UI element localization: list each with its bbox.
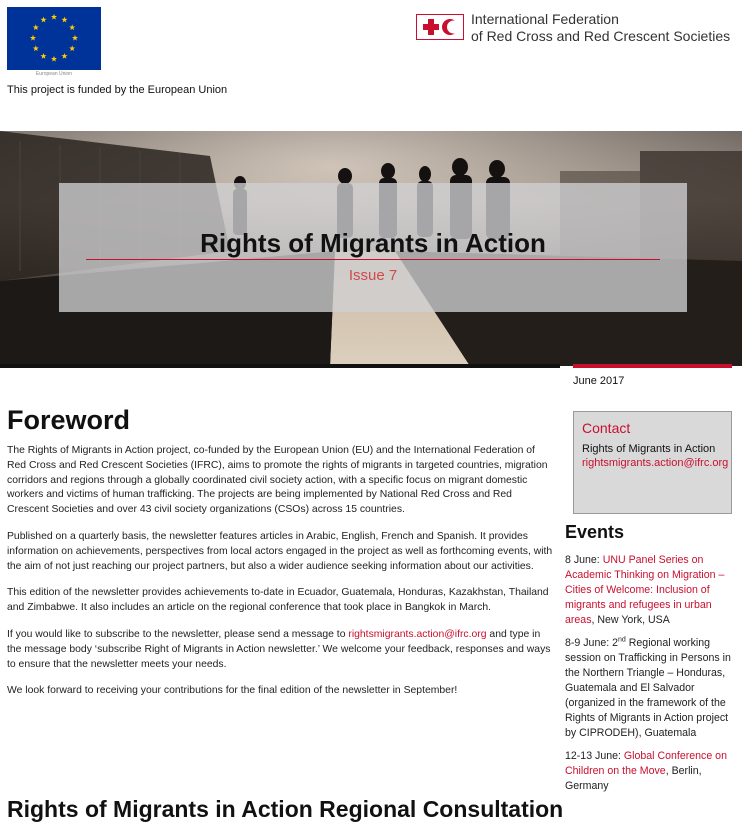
ifrc-name	[471, 11, 730, 45]
issue-number: Issue 7	[348, 267, 398, 284]
eu-star	[51, 14, 57, 20]
eu-star	[69, 24, 75, 30]
eu-star	[72, 35, 78, 41]
red-cross-crescent-icon	[416, 14, 464, 40]
event-date: 8-9 June: 2	[565, 637, 619, 649]
eu-logo	[7, 7, 101, 79]
contact-email-link[interactable]: rightsmigrants.action@ifrc.org	[582, 457, 729, 469]
eu-star	[40, 53, 46, 59]
event-link[interactable]: UNU Panel Series on Academic Thinking on Migration – Cities of Welcome: Inclusion of migrants and refugees in urban areas	[565, 554, 725, 626]
eu-stars-icon	[7, 7, 101, 70]
events-section	[565, 522, 735, 802]
foreword-paragraph-4	[7, 628, 555, 672]
contact-box	[573, 411, 732, 514]
eu-star	[69, 45, 75, 51]
event-link[interactable]: Global Conference on Children on the Move	[565, 750, 727, 777]
eu-star	[61, 17, 67, 23]
event-date: 12-13 June:	[565, 750, 624, 762]
contact-org: Rights of Migrants in Action	[582, 443, 716, 455]
foreword-section	[7, 404, 555, 711]
eu-star	[61, 53, 67, 59]
event-item	[565, 749, 735, 794]
ifrc-logo	[416, 11, 740, 45]
foreword-paragraph-1: The Rights of Migrants in Action project, co-funded by the European Union (EU) and the International Federation of Red Cross and Red Crescent Societies (IFRC), aims to promote the rights of migrants in targeted countries, migration corridors and regions through a globally coordinated civil society action, with a specific focus on migrant domestic workers and victims of human trafficking. The projects are being implemented by National Red Cross and Red Crescent Societies and over 43 civil society organizations (CSOs) across 15 countries.	[7, 445, 548, 516]
funded-note: This project is funded by the European Union	[7, 84, 228, 96]
ifrc-name-line1: International Federation	[471, 11, 619, 27]
eu-star	[51, 56, 57, 62]
event-item	[565, 636, 735, 741]
title-divider	[86, 259, 660, 260]
subscribe-text-after: and type in the message body ‘subscribe Right of Migrants in Action newsletter.’ We welcome your feedback, responses and ways to ensure that the newsletter meets your needs.	[7, 628, 551, 670]
eu-star	[33, 45, 39, 51]
eu-star	[40, 17, 46, 23]
event-location: , Berlin, Germany	[565, 765, 702, 792]
event-date: 8 June:	[565, 554, 603, 566]
hero-banner	[0, 131, 742, 366]
event-description: Regional working session on Trafficking in Persons in the Northern Triangle – Honduras, Guatemala and El Salvador (organized in the framework of the Rights of Migrants in Action project by CIPRODEH), Guatemala	[565, 637, 731, 739]
foreword-paragraph-3: This edition of the newsletter provides achievements to-date in Ecuador, Guatemala, Honduras, Kazakhstan, Thailand and Zimbabwe. It also includes an article on the regional conference that took place in Bangkok in March.	[7, 587, 549, 614]
hero-title-panel	[59, 183, 687, 312]
newsletter-title: Rights of Migrants in Action	[200, 228, 546, 258]
subscribe-text-before: If you would like to subscribe to the newsletter, please send a message to	[7, 628, 349, 640]
eu-star	[30, 35, 36, 41]
event-item	[565, 553, 735, 628]
subscribe-email-link[interactable]: rightsmigrants.action@ifrc.org	[348, 628, 487, 640]
foreword-paragraph-5: We look forward to receiving your contributions for the final edition of the newsletter in September!	[7, 685, 458, 697]
hero-bottom-bar	[0, 364, 560, 368]
event-location: , New York, USA	[591, 614, 670, 626]
eu-star	[33, 24, 39, 30]
consultation-heading: Rights of Migrants in Action Regional Consultation	[7, 796, 564, 822]
events-heading: Events	[565, 522, 625, 542]
eu-logo-caption: European Union	[7, 70, 101, 79]
contact-title: Contact	[582, 420, 631, 436]
issue-date: June 2017	[573, 375, 625, 387]
ifrc-name-line2: of Red Cross and Red Crescent Societies	[471, 28, 731, 44]
date-accent-bar	[573, 364, 732, 368]
foreword-paragraph-2: Published on a quarterly basis, the newsletter features articles in Arabic, English, French and Spanish. It provides information on achievements, perspectives from local actors engaged in the project as well as forthcoming events, with the aim of not just reaching our project partners, but also a wider audience seeking information about our activities.	[7, 530, 553, 572]
event-date-ordinal: nd	[618, 636, 626, 644]
foreword-heading: Foreword	[7, 405, 131, 435]
